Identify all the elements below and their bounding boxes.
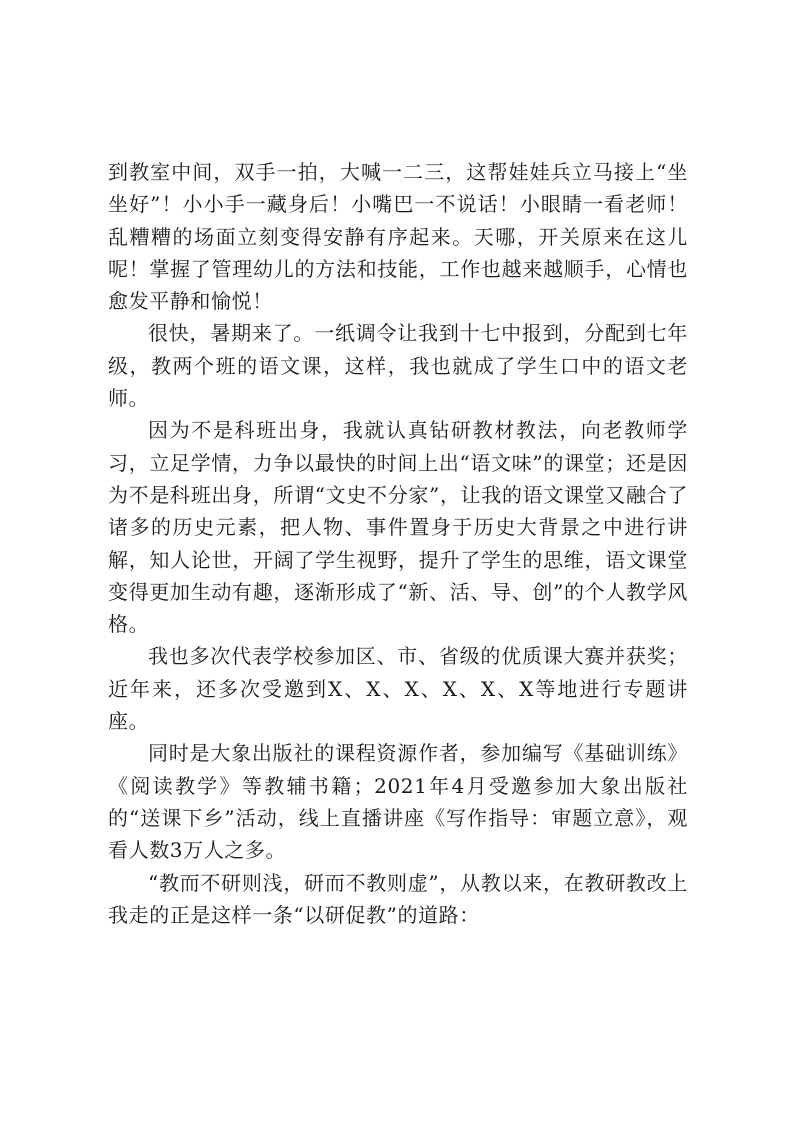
paragraph-teaching-style: 因为不是科班出身，我就认真钻研教材教法，向老教师学习，立足学情，力争以最快的时间上出“语文味”的课堂；还是因为不是科班出身，所谓“文史不分家”，让我的语文课堂又融合了诸多的历史元素，把人物、事件置身于历史大背景之中进行讲解，知人论世，开阔了学生视野，提升了学生的思维，语文课堂变得更加生动有趣，逐渐形成了“新、活、导、创”的个人教学风格。 <box>108 418 688 637</box>
paragraph-transfer: 很快，暑期来了。一纸调令让我到十七中报到，分配到七年级，教两个班的语文课，这样，我也就成了学生口中的语文老师。 <box>108 321 688 411</box>
paragraph-publishing: 同时是大象出版社的课程资源作者，参加编写《基础训练》《阅读教学》等教辅书籍；2021年4月受邀参加大象出版社的“送课下乡”活动，线上直播讲座《写作指导：审题立意》，观看人数3万人之多。 <box>108 741 688 863</box>
paragraph-continuation: 到教室中间，双手一拍，大喊一二三，这帮娃娃兵立马接上“坐坐好”！小小手一藏身后！小嘴巴一不说话！小眼睛一看老师！乱糟糟的场面立刻变得安静有序起来。天哪，开关原来在这儿呢！掌握了管理幼儿的方法和技能，工作也越来越顺手，心情也愈发平静和愉悦！ <box>108 160 688 314</box>
paragraph-awards: 我也多次代表学校参加区、市、省级的优质课大赛并获奖；近年来，还多次受邀到X、X、X、X、X、X等地进行专题讲座。 <box>108 644 688 734</box>
document-body <box>108 156 688 931</box>
paragraph-research: “教而不研则浅，研而不教则虚”，从教以来，在教研教改上我走的正是这样一条“以研促教”的道路： <box>108 870 688 927</box>
